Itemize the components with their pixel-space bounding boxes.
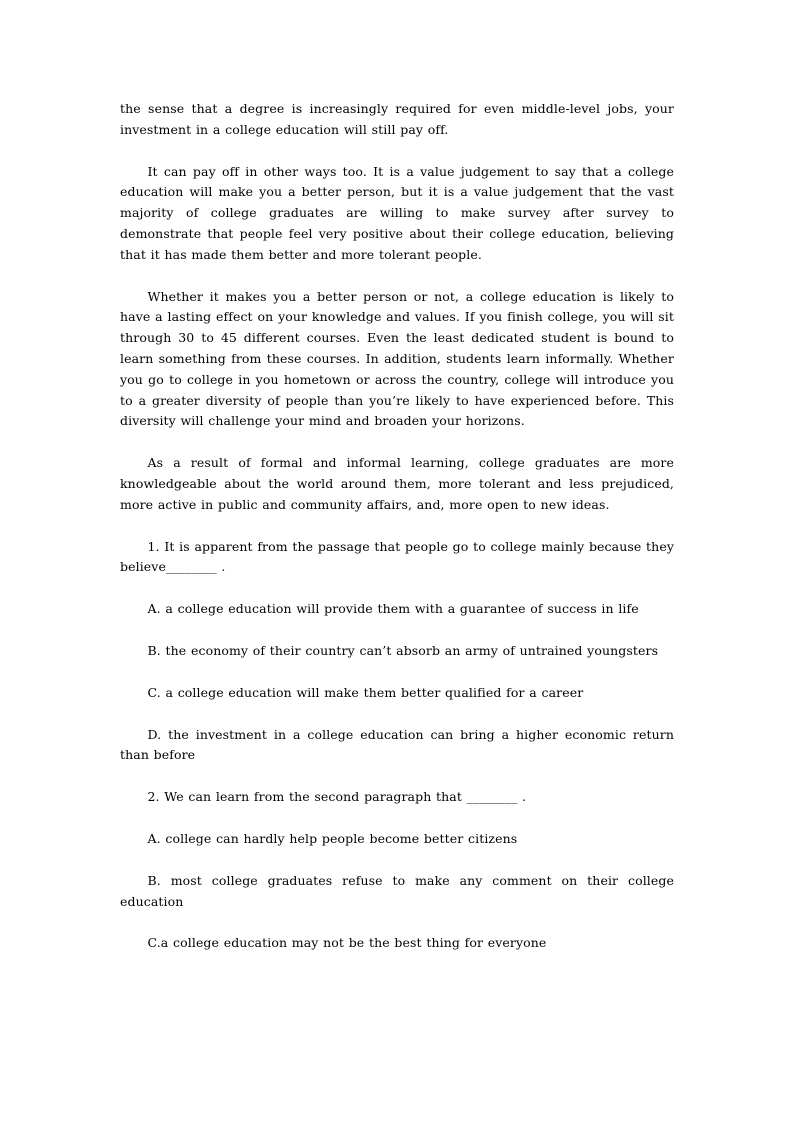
- paragraph-value-judgement: It can pay off in other ways too. It is a value judgement to say that a college education will make you a better person, but it is a value judgement that the vast majority of college graduates are willing to make survey after survey to demonstrate that people feel very positive about their college education, believing that it has made them better and more tolerant people.: [120, 163, 674, 262]
- paragraph-knowledge-values: Whether it makes you a better person or not, a college education is likely to have a lasting effect on your knowledge and values. If you finish college, you will sit through 30 to 45 different courses. Even the least dedicated student is bound to learn something from these courses. In addition, students learn informally. Whether you go to college in you hometown or across the country, college will introduce you to a greater diversity of people than you’re likely to have experienced before. This diversity will challenge your mind and broaden your horizons.: [120, 288, 674, 429]
- question-1-option-d: D. the investment in a college education can bring a higher economic return than before: [120, 726, 674, 763]
- document-body: [120, 99, 674, 975]
- question-2-option-a: A. college can hardly help people become better citizens: [147, 830, 518, 846]
- question-1-option-c: C. a college education will make them better qualified for a career: [147, 684, 584, 700]
- question-2: 2. We can learn from the second paragraph that ________ .: [147, 789, 527, 805]
- question-1-option-a: A. a college education will provide them with a guarantee of success in life: [147, 601, 639, 617]
- question-2-option-c: C.a college education may not be the best thing for everyone: [147, 935, 547, 951]
- paragraph-continuation: the sense that a degree is increasingly required for even middle-level jobs, your investment in a college education will still pay off.: [120, 101, 674, 137]
- question-1-option-b: B. the economy of their country can’t absorb an army of untrained youngsters: [147, 642, 659, 658]
- paragraph-formal-informal-learning: As a result of formal and informal learning, college graduates are more knowledgeable about the world around them, more tolerant and less prejudiced, more active in public and community affairs, and, more open to new ideas.: [120, 455, 674, 512]
- question-2-option-b: B. most college graduates refuse to make any comment on their college education: [120, 872, 674, 909]
- question-1: 1. It is apparent from the passage that people go to college mainly because they believe________ .: [120, 538, 674, 575]
